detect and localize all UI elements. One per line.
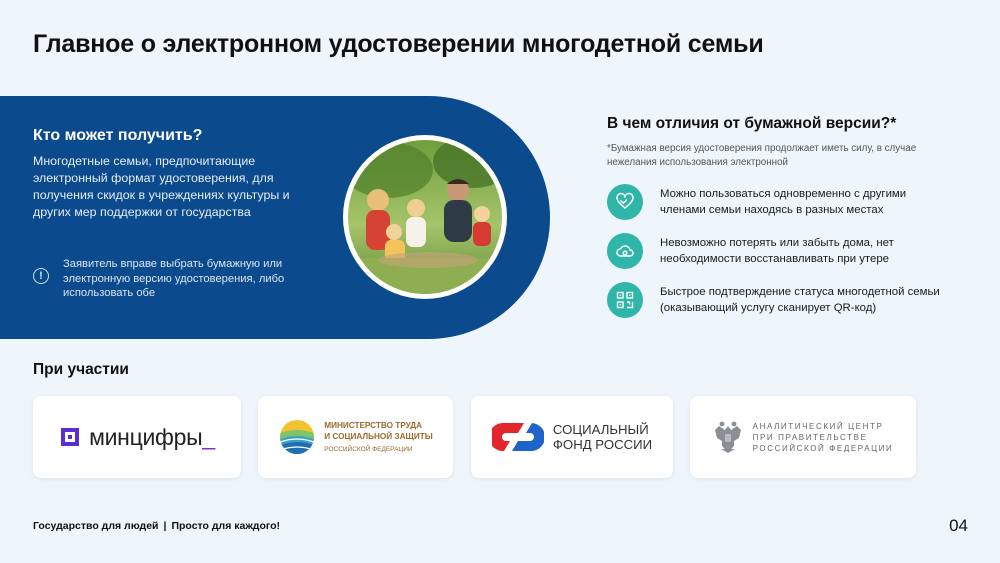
info-icon: ! <box>33 268 49 284</box>
analytical-center-logo <box>713 420 894 454</box>
differences-note: *Бумажная версия удостоверения продолжает иметь силу, в случае нежелания использования электронной <box>607 143 917 168</box>
sfr-line2: ФОНД РОССИИ <box>552 437 653 452</box>
feature-item <box>607 280 947 320</box>
qr-code-icon <box>607 282 643 318</box>
footer-slogan <box>33 520 280 532</box>
footer-left: Государство для людей <box>33 520 159 532</box>
mintrud-line3: РОССИЙСКОЙ ФЕДЕРАЦИИ <box>324 445 413 453</box>
feature-text: Невозможно потерять или забыть дома, нет необходимости восстанавливать при утере <box>660 236 894 265</box>
logo-card-analytical-center <box>690 396 916 478</box>
mintrud-line2: И СОЦИАЛЬНОЙ ЗАЩИТЫ <box>324 431 433 441</box>
info-text: Заявитель вправе выбрать бумажную или электронную версию удостоверения, либо использовать обе <box>63 258 285 299</box>
mintrud-logo <box>278 418 432 456</box>
ac-line2: ПРИ ПРАВИТЕЛЬСТВЕ <box>752 432 868 442</box>
cloud-icon <box>607 233 643 269</box>
feature-text: Быстрое подтверждение статуса многодетной семьи (оказывающий услугу сканирует QR-код) <box>660 285 940 314</box>
mincifry-cursor: _ <box>202 423 215 450</box>
mincifry-name: минцифры <box>89 423 203 450</box>
ac-line1: АНАЛИТИЧЕСКИЙ ЦЕНТР <box>752 421 884 431</box>
feature-item <box>607 182 947 222</box>
who-heading: Кто может получить? <box>33 127 203 144</box>
feature-item <box>607 231 947 271</box>
participants-heading: При участии <box>33 361 129 378</box>
mincifry-mark-icon <box>59 426 81 448</box>
double-headed-eagle-icon <box>713 420 743 454</box>
family-photo <box>348 140 502 294</box>
differences-heading: В чем отличия от бумажной версии?* <box>607 115 897 132</box>
logo-card-sfr <box>471 396 673 478</box>
mintrud-line1: МИНИСТЕРСТВО ТРУДА <box>324 420 423 430</box>
logo-card-mincifry <box>33 396 241 478</box>
family-photo-frame <box>343 135 507 299</box>
ac-line3: РОССИЙСКОЙ ФЕДЕРАЦИИ <box>752 443 894 453</box>
page-title: Главное о электронном удостоверении многодетной семьи <box>33 30 764 58</box>
footer-right: Просто для каждого! <box>171 520 281 532</box>
who-body: Многодетные семьи, предпочитающие электронный формат удостоверения, для получения скидок в учреждениях культуры и других мер поддержки от государства <box>33 154 290 219</box>
heart-hands-icon <box>607 184 643 220</box>
sfr-line1: СОЦИАЛЬНЫЙ <box>552 421 649 437</box>
mintrud-emblem-icon <box>278 418 316 456</box>
page-number: 04 <box>949 516 968 535</box>
feature-text: Можно пользоваться одновременно с другими членами семьи находясь в разных местах <box>660 187 907 216</box>
sfr-logo <box>492 417 652 457</box>
footer-separator: | <box>163 520 167 532</box>
sfr-emblem-icon <box>492 417 544 457</box>
mincifry-logo <box>59 424 215 451</box>
logo-card-mintrud <box>258 396 453 478</box>
